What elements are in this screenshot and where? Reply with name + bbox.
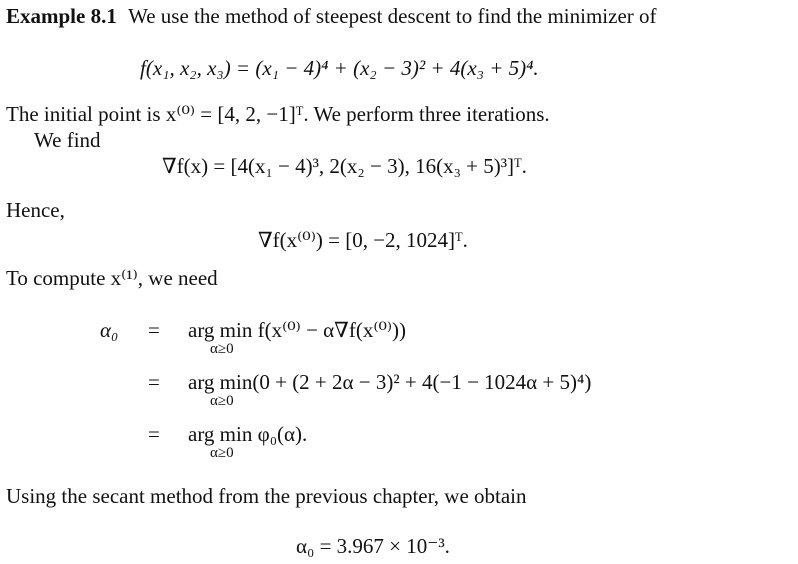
gradient-at-x0-equation: ∇f(x⁽⁰⁾) = [0, −2, 1024]ᵀ. bbox=[258, 228, 468, 252]
to-compute-text: To compute x⁽¹⁾, we need bbox=[6, 266, 218, 290]
align-sub-2: α≥0 bbox=[210, 393, 234, 409]
align-eq-sign-2: = bbox=[148, 370, 160, 394]
example-label: Example 8.1 bbox=[6, 4, 117, 28]
objective-equation: f(x₁, x₂, x₃) = (x₁ − 4)⁴ + (x₂ − 3)² + 4(x₃ + 5)⁴. bbox=[140, 56, 539, 80]
secant-text: Using the secant method from the previous chapter, we obtain bbox=[6, 484, 527, 508]
align-eq-sign-1: = bbox=[148, 318, 160, 342]
hence-text: Hence, bbox=[6, 198, 65, 222]
result-equation: α₀ = 3.967 × 10⁻³. bbox=[296, 534, 450, 558]
we-find-text: We find bbox=[34, 128, 101, 152]
align-sub-1: α≥0 bbox=[210, 341, 234, 357]
gradient-equation: ∇f(x) = [4(x₁ − 4)³, 2(x₂ − 3), 16(x₃ + 5)³]ᵀ. bbox=[162, 154, 527, 178]
initial-point-text: The initial point is x⁽⁰⁾ = [4, 2, −1]ᵀ. We perform three iterations. bbox=[6, 102, 550, 126]
align-rhs-3: arg min φ₀(α). bbox=[188, 422, 308, 446]
align-rhs-2: arg min(0 + (2 + 2α − 3)² + 4(−1 − 1024α + 5)⁴) bbox=[188, 370, 592, 394]
alpha0-lhs: α₀ bbox=[100, 318, 119, 342]
align-rhs-1: arg min f(x⁽⁰⁾ − α∇f(x⁽⁰⁾)) bbox=[188, 318, 407, 342]
align-sub-3: α≥0 bbox=[210, 445, 234, 461]
align-eq-sign-3: = bbox=[148, 422, 160, 446]
example-heading-line bbox=[6, 4, 657, 28]
example-intro: We use the method of steepest descent to find the minimizer of bbox=[128, 4, 657, 28]
